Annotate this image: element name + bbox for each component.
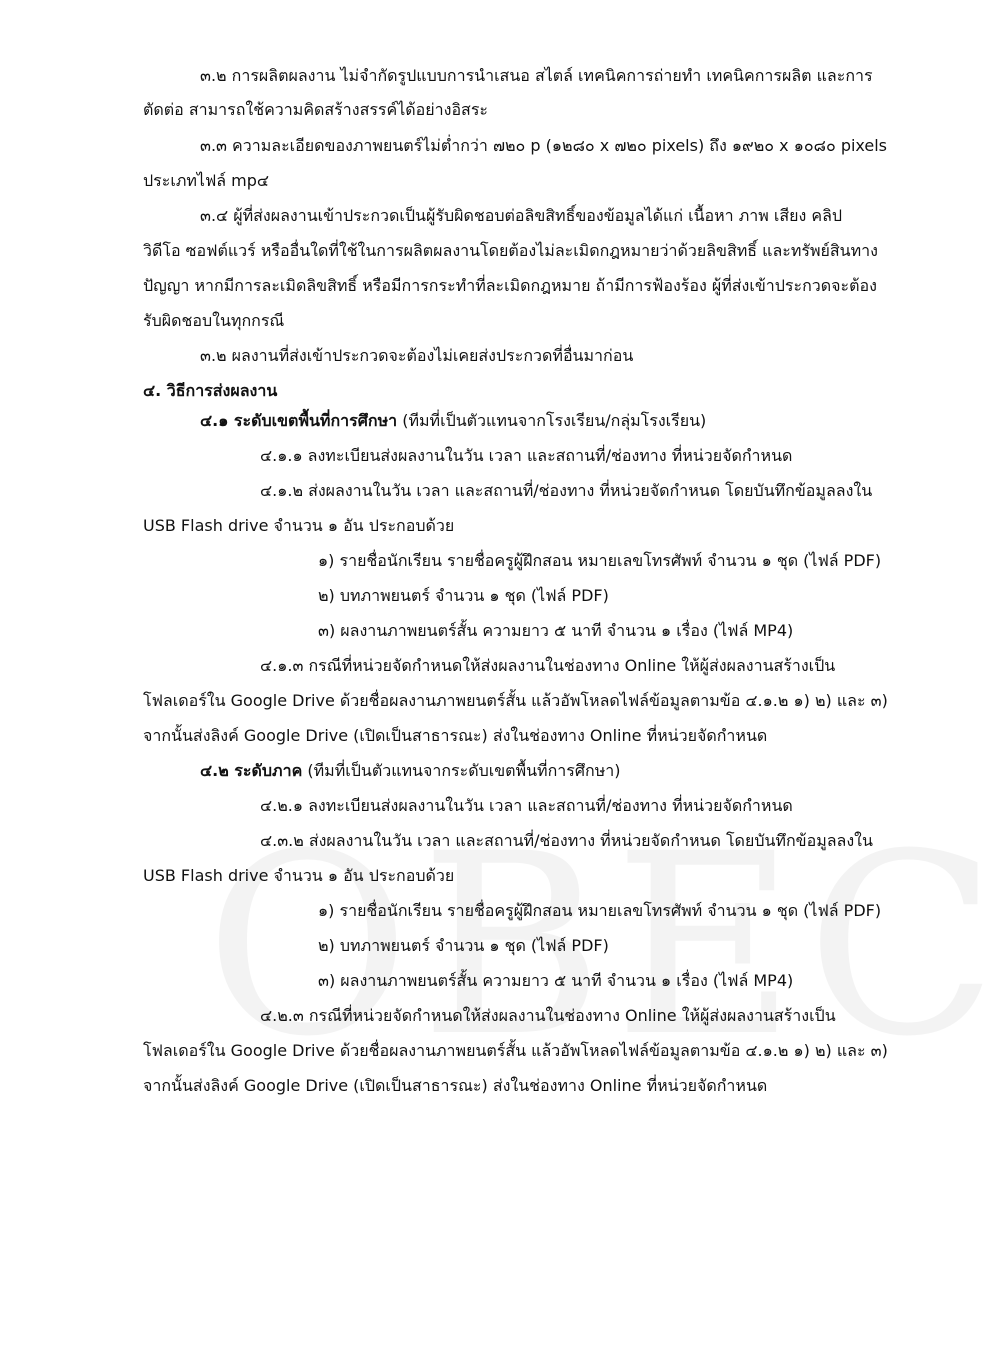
list-4-2-item-2: ๒) บทภาพยนตร์ จำนวน ๑ ชุด (ไฟล์ PDF) [318, 936, 609, 955]
subsection-4-2-heading: ๔.๒ ระดับภาค (ทีมที่เป็นตัวแทนจากระดับเขตพื้นที่การศึกษา) [200, 761, 621, 780]
para-3-2-line-2: ตัดต่อ สามารถใช้ความคิดสร้างสรรค์ได้อย่างอิสระ [143, 100, 489, 119]
para-3-3-line-1: ๓.๓ ความละเอียดของภาพยนตร์ไม่ต่ำกว่า ๗๒๐ p (๑๒๘๐ x ๗๒๐ pixels) ถึง ๑๙๒๐ x ๑๐๘๐ pixels [200, 136, 888, 155]
item-4-2-3-line-1: ๔.๒.๓ กรณีที่หน่วยจัดกำหนดให้ส่งผลงานในช่องทาง Online ให้ผู้ส่งผลงานสร้างเป็น [260, 1006, 836, 1025]
list-4-2-item-1: ๑) รายชื่อนักเรียน รายชื่อครูผู้ฝึกสอน หมายเลขโทรศัพท์ จำนวน ๑ ชุด (ไฟล์ PDF) [318, 901, 882, 920]
list-4-1-item-2: ๒) บทภาพยนตร์ จำนวน ๑ ชุด (ไฟล์ PDF) [318, 586, 609, 605]
para-3-4-line-3: ปัญญา หากมีการละเมิดลิขสิทธิ์ หรือมีการกระทำที่ละเมิดกฎหมาย ถ้ามีการฟ้องร้อง ผู้ที่ส่งเข้าประกวดจะต้อง [143, 276, 877, 295]
item-4-1-3-line-2: โฟลเดอร์ใน Google Drive ด้วยชื่อผลงานภาพยนตร์สั้น แล้วอัพโหลดไฟล์ข้อมูลตามข้อ ๔.๑.๒ ๑) ๒) และ ๓) [143, 691, 888, 710]
item-4-2-3-line-2: โฟลเดอร์ใน Google Drive ด้วยชื่อผลงานภาพยนตร์สั้น แล้วอัพโหลดไฟล์ข้อมูลตามข้อ ๔.๑.๒ ๑) ๒) และ ๓) [143, 1041, 888, 1060]
list-4-2-item-3: ๓) ผลงานภาพยนตร์สั้น ความยาว ๕ นาที จำนวน ๑ เรื่อง (ไฟล์ MP4) [318, 971, 794, 990]
para-3-4-line-2: วิดีโอ ซอฟต์แวร์ หรืออื่นใดที่ใช้ในการผลิตผลงานโดยต้องไม่ละเมิดกฎหมายว่าด้วยลิขสิทธิ์ และทรัพย์สินทาง [143, 241, 878, 260]
item-4-2-3-line-3: จากนั้นส่งลิงค์ Google Drive (เปิดเป็นสาธารณะ) ส่งในช่องทาง Online ที่หน่วยจัดกำหนด [143, 1076, 768, 1095]
para-3-2-line-1: ๓.๒ การผลิตผลงาน ไม่จำกัดรูปแบบการนำเสนอ สไตล์ เทคนิคการถ่ายทำ เทคนิคการผลิต และการ [200, 66, 873, 85]
para-3-3-line-2: ประเภทไฟล์ mp๔ [143, 171, 270, 190]
item-4-1-3-line-1: ๔.๑.๓ กรณีที่หน่วยจัดกำหนดให้ส่งผลงานในช่องทาง Online ให้ผู้ส่งผลงานสร้างเป็น [260, 656, 836, 675]
item-4-1-2-line-2: USB Flash drive จำนวน ๑ อัน ประกอบด้วย [143, 516, 455, 535]
item-4-3-2-line-2: USB Flash drive จำนวน ๑ อัน ประกอบด้วย [143, 866, 455, 885]
item-4-1-3-line-3: จากนั้นส่งลิงค์ Google Drive (เปิดเป็นสาธารณะ) ส่งในช่องทาง Online ที่หน่วยจัดกำหนด [143, 726, 768, 745]
list-4-1-item-3: ๓) ผลงานภาพยนตร์สั้น ความยาว ๕ นาที จำนวน ๑ เรื่อง (ไฟล์ MP4) [318, 621, 794, 640]
para-3-4-line-1: ๓.๔ ผู้ที่ส่งผลงานเข้าประกวดเป็นผู้รับผิดชอบต่อลิขสิทธิ์ของข้อมูลได้แก่ เนื้อหา ภาพ เสียง คลิป [200, 206, 843, 225]
subsection-4-1-heading: ๔.๑ ระดับเขตพื้นที่การศึกษา (ทีมที่เป็นตัวแทนจากโรงเรียน/กลุ่มโรงเรียน) [200, 411, 707, 430]
item-4-1-2-line-1: ๔.๑.๒ ส่งผลงานในวัน เวลา และสถานที่/ช่องทาง ที่หน่วยจัดกำหนด โดยบันทึกข้อมูลลงใน [260, 481, 873, 500]
para-3-5-line-1: ๓.๒ ผลงานที่ส่งเข้าประกวดจะต้องไม่เคยส่งประกวดที่อื่นมาก่อน [200, 346, 634, 365]
para-3-4-line-4: รับผิดชอบในทุกกรณี [143, 311, 285, 330]
item-4-2-1: ๔.๒.๑ ลงทะเบียนส่งผลงานในวัน เวลา และสถานที่/ช่องทาง ที่หน่วยจัดกำหนด [260, 796, 793, 815]
section-4-heading: ๔. วิธีการส่งผลงาน [143, 381, 278, 400]
list-4-1-item-1: ๑) รายชื่อนักเรียน รายชื่อครูผู้ฝึกสอน หมายเลขโทรศัพท์ จำนวน ๑ ชุด (ไฟล์ PDF) [318, 551, 882, 570]
item-4-1-1: ๔.๑.๑ ลงทะเบียนส่งผลงานในวัน เวลา และสถานที่/ช่องทาง ที่หน่วยจัดกำหนด [260, 446, 793, 465]
item-4-3-2-line-1: ๔.๓.๒ ส่งผลงานในวัน เวลา และสถานที่/ช่องทาง ที่หน่วยจัดกำหนด โดยบันทึกข้อมูลลงใน [260, 831, 873, 850]
